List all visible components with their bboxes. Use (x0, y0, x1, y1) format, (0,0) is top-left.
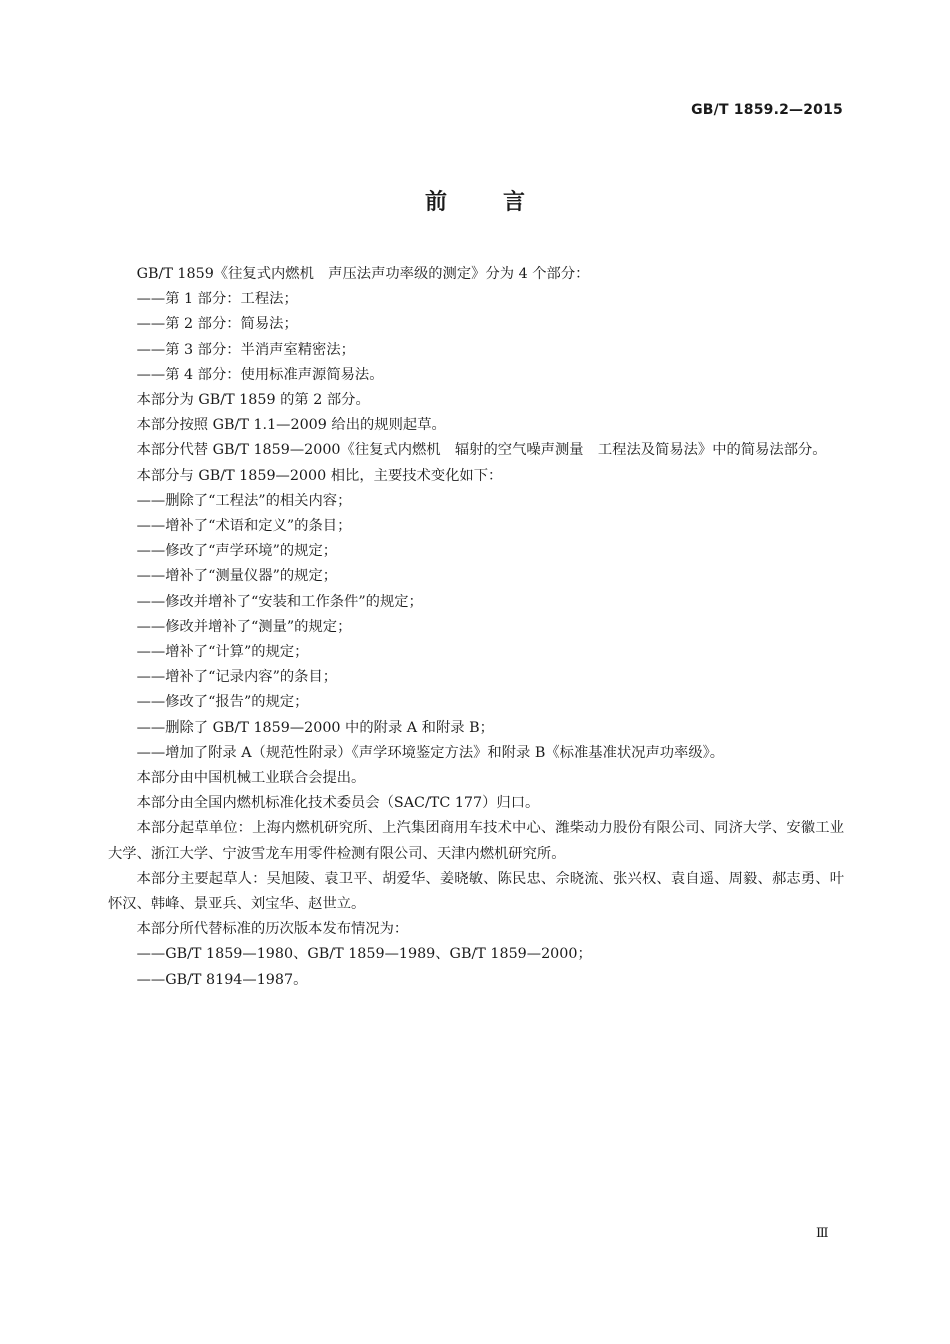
paragraph: 本部分代替 GB/T 1859—2000《往复式内燃机 辐射的空气噪声测量 工程法及简易法》中的简易法部分。 (136, 442, 827, 459)
page-number: Ⅲ (816, 1226, 829, 1241)
list-item: ——增补了“术语和定义”的条目； (136, 518, 352, 535)
foreword-body (108, 262, 844, 993)
paragraph: 本部分由中国机械工业联合会提出。 (136, 770, 366, 787)
list-item: ——第 2 部分：简易法； (136, 316, 298, 333)
paragraph: GB/T 1859《往复式内燃机 声压法声功率级的测定》分为 4 个部分： (136, 266, 590, 282)
list-item: ——修改并增补了“安装和工作条件”的规定； (136, 593, 423, 610)
paragraph: 本部分起草单位：上海内燃机研究所、上汽集团商用车技术中心、潍柴动力股份有限公司、同济大学、安徽工业大学、浙江大学、宁波雪龙车用零件检测有限公司、天津内燃机研究所。 (108, 820, 844, 862)
list-item: ——修改了“报告”的规定； (136, 694, 309, 711)
list-item: ——删除了“工程法”的相关内容； (136, 492, 352, 509)
list-item: ——GB/T 8194—1987。 (136, 971, 308, 988)
list-item: ——修改了“声学环境”的规定； (136, 543, 338, 560)
list-item: ——第 1 部分：工程法； (136, 291, 298, 308)
paragraph: 本部分为 GB/T 1859 的第 2 部分。 (136, 392, 370, 409)
list-item: ——增加了附录 A（规范性附录）《声学环境鉴定方法》和附录 B《标准基准状况声功率级》。 (136, 744, 725, 761)
standard-number: GB/T 1859.2—2015 (691, 102, 843, 118)
list-item: ——增补了“测量仪器”的规定； (136, 568, 338, 585)
list-item: ——第 4 部分：使用标准声源简易法。 (136, 366, 384, 383)
paragraph: 本部分由全国内燃机标准化技术委员会（SAC/TC 177）归口。 (136, 795, 540, 812)
list-item: ——增补了“计算”的规定； (136, 644, 309, 661)
list-item: ——GB/T 1859—1980、GB/T 1859—1989、GB/T 1859—2000； (136, 946, 592, 963)
paragraph: 本部分主要起草人：吴旭陵、袁卫平、胡爱华、姜晓敏、陈民忠、佘晓流、张兴权、袁自遥、周毅、郝志勇、叶怀汉、韩峰、景亚兵、刘宝华、赵世立。 (108, 870, 844, 913)
list-item: ——删除了 GB/T 1859—2000 中的附录 A 和附录 B； (136, 719, 494, 736)
list-item: ——修改并增补了“测量”的规定； (136, 618, 352, 635)
paragraph: 本部分按照 GB/T 1.1—2009 给出的规则起草。 (136, 417, 446, 434)
list-item: ——第 3 部分：半消声室精密法； (136, 341, 355, 358)
paragraph: 本部分与 GB/T 1859—2000 相比，主要技术变化如下： (136, 467, 503, 484)
list-item: ——增补了“记录内容”的条目； (136, 669, 338, 686)
paragraph: 本部分所代替标准的历次版本发布情况为： (136, 921, 409, 938)
page-title: 前言 (424, 190, 581, 215)
